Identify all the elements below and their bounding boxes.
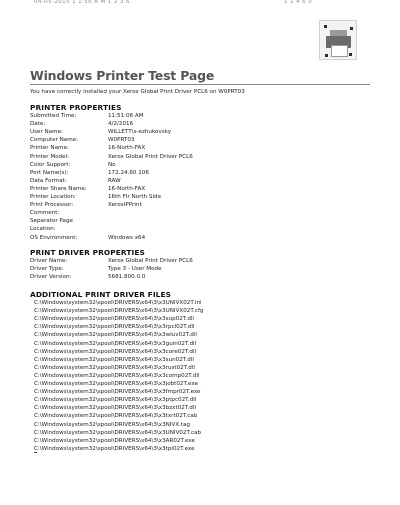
property-value: No	[108, 161, 116, 168]
property-label: Printer Model:	[30, 153, 70, 160]
driver-file-item: C:\Windows\system32\spool\DRIVERS\x64\3\x3UNIV02T.cab	[34, 429, 202, 436]
property-value: 5681.800.0.0	[108, 274, 146, 281]
property-label: Driver Type:	[30, 266, 64, 273]
property-label: Printer Share Name:	[30, 185, 87, 192]
driver-file-item: C:\Windows\system32\spool\DRIVERS\x64\3\x3UNIVX02T.ini	[34, 300, 202, 306]
property-value: WILLETT\s-ezhukovsky	[108, 129, 172, 136]
driver-properties-heading: PRINT DRIVER PROPERTIES	[30, 248, 145, 257]
property-value: 16-North-FAX	[108, 145, 146, 152]
driver-file-item: C:\Windows\system32\spool\DRIVERS\x64\3\x3sun02T.dll	[34, 356, 194, 363]
property-value: XeroxIPPrint	[108, 202, 142, 209]
header-page-info: 1 1 4 6 0	[284, 0, 313, 5]
driver-file-item: C:\Windows\system32\spool\DRIVERS\x64\3\x3comp02T.dll	[34, 372, 200, 379]
property-label: Print Processor:	[30, 202, 74, 209]
property-label: Color Support:	[30, 161, 71, 168]
property-label: Comment:	[30, 210, 60, 217]
driver-file-item: C:\Windows\system32\spool\DRIVERS\x64\3\x3fmpr02T.exe	[34, 389, 201, 396]
property-label: Date:	[30, 121, 46, 128]
property-value: 16-North-FAX	[108, 185, 146, 192]
property-label: Printer Location:	[30, 194, 76, 200]
property-value: Type 3 - User Mode	[108, 266, 162, 273]
property-value: W0PRT03	[108, 137, 135, 144]
driver-file-item: C:\Windows\system32\spool\DRIVERS\x64\3\x3UNIVX02T.cfg	[34, 308, 204, 315]
driver-file-item: C:\Windows\system32\spool\DRIVERS\x64\3\x3core02T.dll	[34, 348, 197, 355]
driver-file-item: C:\Windows\system32\spool\DRIVERS\x64\3\x3sup02T.dll	[34, 316, 194, 323]
driver-file-item: C:\Windows\system32\spool\DRIVERS\x64\3\x3rpcl02T.dll	[34, 324, 195, 331]
title-divider	[30, 84, 370, 85]
property-value: Windows x64	[108, 234, 146, 241]
driver-file-item: C:\Windows\system32\spool\DRIVERS\x64\3\x3tpi02T.exe	[34, 445, 195, 452]
property-value: 16th Flr North Side	[108, 194, 162, 200]
header-timestamp: 04-05-2015 1 1:56 A M 1 2 3 6	[34, 0, 130, 5]
property-value: 11:51:06 AM	[108, 113, 144, 119]
install-message: You have correctly installed your Xerox Global Print Driver PCL6 on W0PRT03	[30, 89, 245, 95]
property-label: Separator Page	[30, 218, 73, 225]
driver-file-item: C:\Windows\system32\spool\DRIVERS\x64\3\x3NIVX.tag	[34, 421, 191, 428]
property-value: RAW	[108, 177, 121, 184]
property-value: 172.24.60.106	[108, 169, 149, 176]
property-label: Computer Name:	[30, 137, 78, 144]
end-mark	[34, 452, 37, 453]
driver-file-item: C:\Windows\system32\spool\DRIVERS\x64\3\x3txrt02T.cab	[34, 413, 198, 420]
property-label: Location:	[30, 226, 56, 233]
driver-file-item: C:\Windows\system32\spool\DRIVERS\x64\3\x3wluv02T.dll	[34, 332, 197, 339]
driver-file-item: C:\Windows\system32\spool\DRIVERS\x64\3\x3guin02T.dll	[34, 340, 197, 347]
property-label: User Name:	[30, 129, 63, 136]
property-label: Data Format:	[30, 177, 67, 184]
printer-logo-icon	[319, 20, 357, 60]
page-header	[34, 0, 374, 7]
driver-file-item: C:\Windows\system32\spool\DRIVERS\x64\3\x3AR02T.exe	[34, 437, 195, 444]
driver-file-item: C:\Windows\system32\spool\DRIVERS\x64\3\x3ptpc02T.dll	[34, 397, 197, 404]
property-label: Driver Name:	[30, 258, 68, 264]
property-label: OS Environment:	[30, 234, 78, 241]
property-label: Driver Version:	[30, 274, 72, 281]
driver-files-heading: ADDITIONAL PRINT DRIVER FILES	[30, 290, 172, 299]
property-label: Printer Name:	[30, 145, 69, 152]
driver-file-item: C:\Windows\system32\spool\DRIVERS\x64\3\x3rust02T.dll	[34, 364, 195, 371]
property-value: Xerox Global Print Driver PCL6	[108, 153, 193, 160]
printer-properties-heading: PRINTER PROPERTIES	[30, 103, 122, 112]
property-value: 4/2/2016	[108, 121, 134, 128]
page-title: Windows Printer Test Page	[30, 68, 215, 83]
driver-file-item: C:\Windows\system32\spool\DRIVERS\x64\3\x3jobt02T.exe	[34, 381, 198, 387]
property-label: Submitted Time:	[30, 113, 77, 119]
property-value: Xerox Global Print Driver PCL6	[108, 258, 193, 264]
driver-file-item: C:\Windows\system32\spool\DRIVERS\x64\3\x3bzxt02T.dll	[34, 405, 196, 412]
property-label: Port Name(s):	[30, 169, 69, 176]
